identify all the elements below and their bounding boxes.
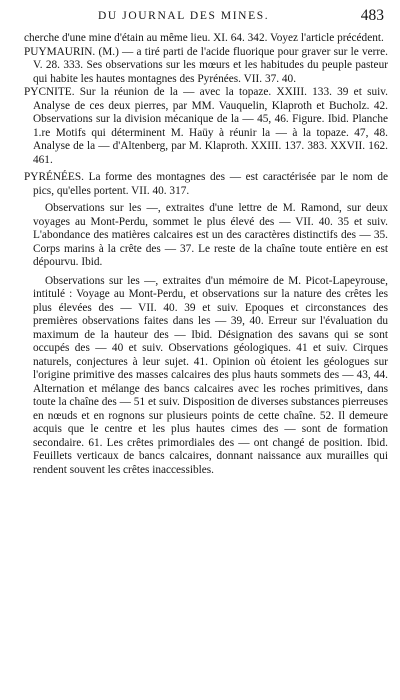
pyrenees-lapeyrouse-paragraph: Observations sur les —, extraites d'un mémoire de M. Picot-Lapeyrouse, intitulé : Voyage au Mont-Perdu, et observations sur la nature des crêtes les plus élevées des — VII. 40. 39 et suiv. Epoques et circonstances des premières observations faites dans les — 39, 40. Erreur sur l'évaluation du maximum de la hauteur des — Ibid. Désignation des savans qui se sont occupés des — 40 et suiv. Observations géologiques. 41 et suiv. Cirques naturels, conjectures à leur sujet. 41. Opinion où étoient les géologues sur l'origine primitive des masses calcaires des plus hauts sommets des — 43, 44. Alternation et mélange des bancs calcaires avec les roches primitives, dans toute la chaîne des — 51 et suiv. Disposition de diverses substances pierreuses en nœuds et en rognons sur plusieurs points de cette chaîne. 52. Il demeure acquis que le centre et les plus hautes cimes des — sont de formation secondaire. 61. Les crêtes primordiales des — ont changé de position. Ibid. Feuillets verticaux de bancs calcaires, donnant naissance aux murailles qui rendent souvent les crêtes inaccessibles.	[33, 274, 388, 476]
pyrenees-ramond-paragraph: Observations sur les —, extraites d'une lettre de M. Ramond, sur deux voyages au Mont-Perdu, sommet le plus élevé des — VII. 40. 35 et suiv. L'abondance des matières calcaires est un des caractères distinctifs des — 35. Corps marins à la crête des — 37. Le reste de la chaîne toute entière en est dépourvu. Ibid.	[33, 202, 388, 268]
page-number: 483	[360, 7, 384, 24]
entry-puymaurin: PUYMAURIN. (M.) — a tiré parti de l'acide fluorique pour graver sur le verre. V. 28. 333. Ses observations sur les mœurs et les habitudes du peuple pasteur qui habite les hautes montagnes des Pyrénées. VII. 37. 40.	[24, 45, 388, 85]
running-title: DU JOURNAL DES MINES.	[98, 10, 270, 22]
page-header	[24, 7, 388, 32]
entry-etain-continued: cherche d'une mine d'étain au même lieu. XI. 64. 342. Voyez l'article précédent.	[24, 32, 384, 44]
entry-pyrenees: PYRÉNÉES. La forme des montagnes des — est caractérisée par le nom de pics, qu'elles portent. VII. 40. 317.	[24, 171, 388, 197]
entry-pycnite: PYCNITE. Sur la réunion de la — avec la topaze. XXIII. 133. 39 et suiv. Analyse de ces deux pierres, par MM. Vauquelin, Klaproth et Bucholz. 42. Observations sur la division mécanique de la — 45, 46. Figure. Ibid. Planche 1.re Motifs qui déterminent M. Haüy à réunir la — à la topaze. 47, 48. Analyse de la — d'Altenberg, par M. Klaproth. XXIII. 137. 383. XXVII. 162. 461.	[24, 86, 388, 166]
